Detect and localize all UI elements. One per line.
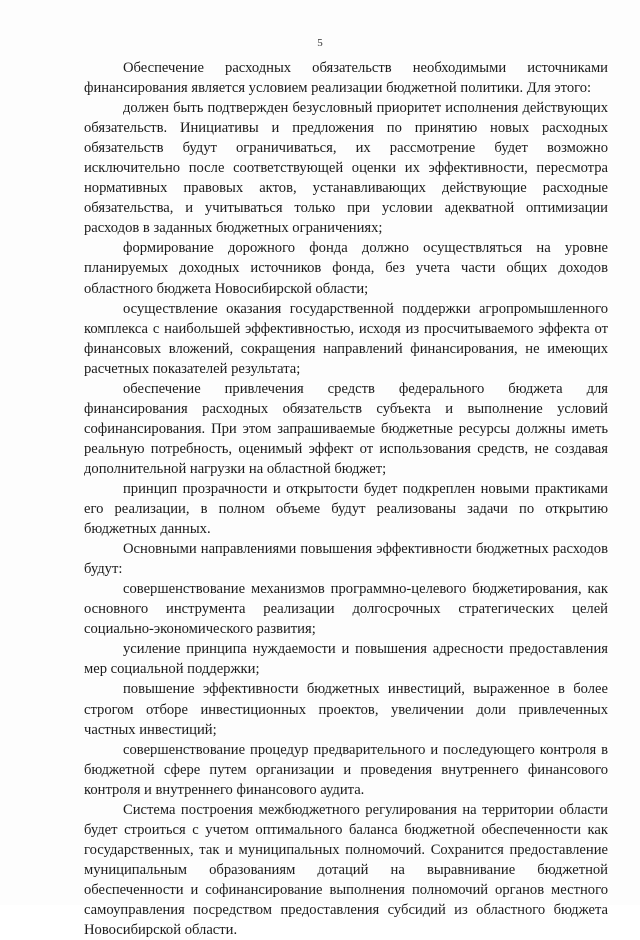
- paragraph: повышение эффективности бюджетных инвестиций, выраженное в более строгом отборе инвестиционных проектов, увеличении доли привлеченных частных инвестиций;: [84, 681, 608, 738]
- paragraph: совершенствование механизмов программно-целевого бюджетирования, как основного инструмента реализации долгосрочных стратегических целей социально-экономического развития;: [84, 581, 608, 638]
- paragraph: Обеспечение расходных обязательств необходимыми источниками финансирования является условием реализации бюджетной политики. Для этого:: [84, 60, 608, 97]
- paragraph: усиление принципа нуждаемости и повышения адресности предоставления мер социальной поддержки;: [84, 641, 608, 678]
- paragraph: обеспечение привлечения средств федерального бюджета для финансирования расходных обязательств субъекта и выполнение условий софинансирования. При этом запрашиваемые бюджетные ресурсы должны иметь реальную потребность, оценимый эффект от использования средств, не создавая дополнительной нагрузки на областной бюджет;: [84, 380, 608, 477]
- paragraph: совершенствование процедур предварительного и последующего контроля в бюджетной сфере путем организации и проведения внутреннего финансового контроля и внутреннего финансового аудита.: [84, 741, 608, 798]
- page-number: 5: [317, 37, 323, 49]
- document-body: [84, 58, 608, 940]
- paragraph: Система построения межбюджетного регулирования на территории области будет строиться с учетом оптимального баланса бюджетной обеспеченности как государственных, так и муниципальных полномочий. Сохранится предоставление муниципальным образованиям дотаций на выравнивание бюджетной обеспеченности и софинансирование выполнения полномочий органов местного самоуправления посредством предоставления субсидий из областного бюджета Новосибирской области.: [84, 801, 608, 939]
- paragraph: формирование дорожного фонда должно осуществляться на уровне планируемых доходных источников фонда, без учета части общих доходов областного бюджета Новосибирской области;: [84, 240, 608, 297]
- paragraph: осуществление оказания государственной поддержки агропромышленного комплекса с наибольшей эффективностью, исходя из просчитываемого эффекта от финансовых вложений, сокращения направлений финансирования, не имеющих расчетных показателей результата;: [84, 300, 608, 377]
- paragraph: Основными направлениями повышения эффективности бюджетных расходов будут:: [84, 541, 608, 578]
- paragraph: принцип прозрачности и открытости будет подкреплен новыми практиками его реализации, в полном объеме будут реализованы задачи по открытию бюджетных данных.: [84, 480, 608, 538]
- paragraph: должен быть подтвержден безусловный приоритет исполнения действующих обязательств. Инициативы и предложения по принятию новых расходных обязательств будут ограничиваться, их рассмотрение будет возможно исключительно после соответствующей оценки их эффективности, пересмотра нормативных правовых актов, устанавливающих действующие расходные обязательства, и учитываться только при условии адекватной оптимизации расходов в заданных бюджетных ограничениях;: [84, 100, 608, 237]
